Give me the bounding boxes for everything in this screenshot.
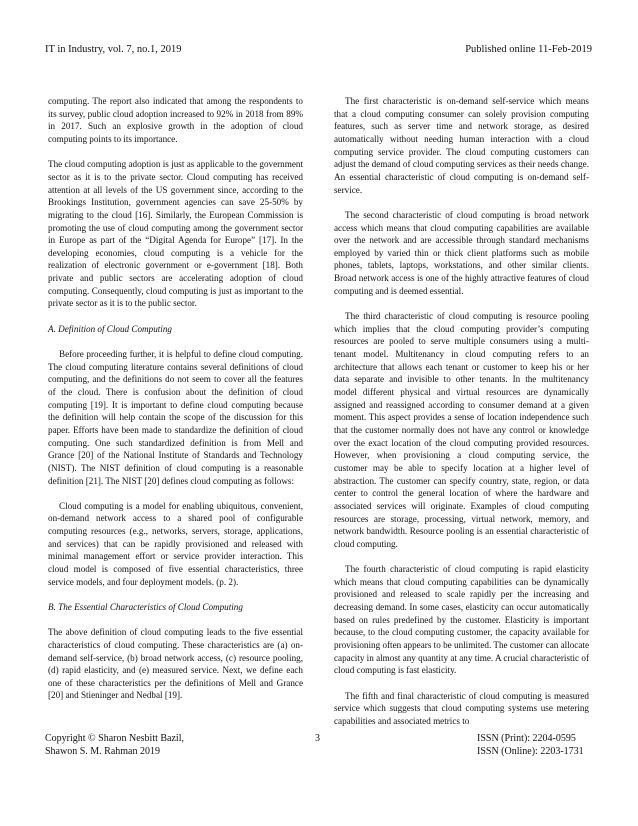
paragraph: The fourth characteristic of cloud computing is rapid elasticity which means that cloud computing capabilities can be dynamically provisioned and released to scale rapidly per the increasing and decreasing demand. In some cases, elasticity can occur automatically based on rules predefined by the customer. Elasticity is important because, to the cloud computing customer, the capacity available for provisioning often appears to be unlimited. The customer can allocate capacity in almost any quantity at any time. A crucial characteristic of cloud computing is fast elasticity. — [334, 564, 589, 676]
paragraph: Before proceeding further, it is helpful to define cloud computing. The cloud computing literature contains several definitions of cloud computing, and the definitions do not seem to cover all the features of the cloud. There is confusion about the definition of cloud computing [19]. It is important to define cloud computing because the definition will help contain the scope of the discussion for this paper. Efforts have been made to standardize the definition of cloud computing. One such standardized definition is from Mell and Grance [20] of the National Institute of Standards and Technology (NIST). The NIST definition of cloud computing is a reasonable definition [21]. The NIST [20] defines cloud computing as follows: — [48, 348, 303, 486]
right-column — [334, 95, 589, 740]
left-column — [48, 95, 303, 715]
section-heading-characteristics: B. The Essential Characteristics of Cloud Computing — [48, 601, 243, 612]
footer-copyright — [45, 732, 184, 758]
journal-header: IT in Industry, vol. 7, no.1, 2019 — [45, 44, 182, 55]
issn-print: ISSN (Print): 2204-0595 — [477, 733, 576, 744]
paragraph: The cloud computing adoption is just as applicable to the government sector as it is to the private sector. Cloud computing has received attention at all levels of the US government since, according to the Brookings Institution, government agencies can save 25-50% by migrating to the cloud [16]. Similarly, the European Commission is promoting the use of cloud computing among the government sector in Europe as part of the “Digital Agenda for Europe” [17]. In the developing economies, cloud computing is a vehicle for the realization of electronic government or e-government [18]. Both private and public sectors are accelerating adoption of cloud computing. Consequently, cloud computing is just as important to the private sector as it is to the public sector. — [48, 159, 303, 309]
published-date: Published online 11-Feb-2019 — [465, 44, 592, 55]
paragraph: The third characteristic of cloud computing is resource pooling which implies that the cloud computing provider’s computing resources are pooled to serve multiple consumers using a multi-tenant model. Multitenancy in cloud computing refers to an architecture that allows each tenant or customer to keep his or her data separate and invisible to other tenants. In the multitenancy model different physical and virtual resources are dynamically assigned and reassigned according to consumer demand at a given moment. This aspect provides a sense of location independence such that the customer normally does not have any control or knowledge over the exact location of the cloud computing provided resources. However, when provisioning a cloud computing service, the customer may be able to specify location at a higher level of abstraction. The customer can specify country, state, region, or data center to control the general location of where the hardware and associated services will originate. Examples of cloud computing resources are storage, processing, virtual network, memory, and network bandwidth. Resource pooling is an essential characteristic of cloud computing. — [334, 311, 589, 549]
paragraph: The second characteristic of cloud computing is broad network access which means that cloud computing capabilities are available over the network and are accessible through standard mechanisms employed by varied thin or thick client platforms such as mobile phones, tablets, laptops, workstations, and other similar clients. Broad network access is one of the highly attractive features of cloud computing and is deemed essential. — [334, 209, 589, 296]
section-heading-definition: A. Definition of Cloud Computing — [48, 323, 172, 334]
paragraph: The first characteristic is on-demand self-service which means that a cloud computing consumer can solely provision computing features, such as server time and network storage, as desired automatically without needing human interaction with a cloud computing service provider. The cloud computing customers can adjust the demand of cloud computing services as their needs change. An essential characteristic of cloud computing is on-demand self-service. — [334, 96, 589, 195]
issn-online: ISSN (Online): 2203-1731 — [477, 746, 584, 757]
paragraph: computing. The report also indicated that among the respondents to its survey, public cloud adoption increased to 92% in 2018 from 89% in 2017. Such an explosive growth in the adoption of cloud computing points to its importance. — [48, 96, 303, 144]
paragraph: The above definition of cloud computing leads to the five essential characteristics of cloud computing. These characteristics are (a) on-demand self-service, (b) broad network access, (c) resource pooling, (d) rapid elasticity, and (e) measured service. Next, we define each one of these characteristics per the definitions of Mell and Grance [20] and Stieninger and Nedbal [19]. — [48, 627, 303, 701]
paragraph: The fifth and final characteristic of cloud computing is measured service which suggests that cloud computing systems use metering capabilities and associated metrics to — [334, 690, 589, 726]
page-number: 3 — [315, 733, 320, 744]
block-quote: Cloud computing is a model for enabling ubiquitous, convenient, on-demand network access to a shared pool of configurable computing resources (e.g., networks, servers, storage, applications, and services) that can be rapidly provisioned and released with minimal management effort or service provider interaction. This cloud model is composed of five essential characteristics, three service models, and four deployment models. (p. 2). — [48, 500, 303, 587]
footer-issn — [477, 732, 584, 758]
copyright-line: Copyright © Sharon Nesbitt Bazil, — [45, 733, 184, 744]
authors-line: Shawon S. M. Rahman 2019 — [45, 746, 160, 757]
